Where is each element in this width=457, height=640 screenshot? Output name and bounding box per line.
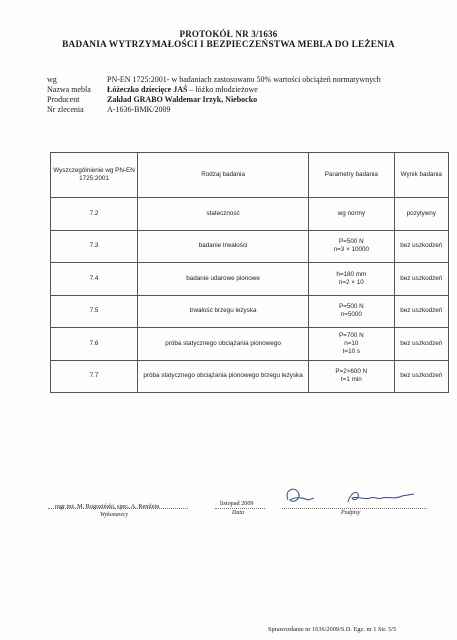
header-params: Parametry badania [309, 153, 394, 198]
performers-role: Wykonawcy [100, 512, 129, 518]
date-value: listopad 2009 [220, 500, 254, 507]
param-line: t=1 min [340, 376, 362, 384]
meta-value: A-1636-BMK/2009 [107, 105, 171, 114]
param-line: wg normy [337, 209, 365, 217]
cell-test: badanie trwałości [138, 230, 309, 263]
meta-label: Nr zlecenia [47, 105, 84, 114]
cell-clause: 7.2 [51, 198, 138, 231]
meta-label: wg [47, 75, 57, 84]
meta-value: Zakład GRABO Waldemar Irzyk, Niebocko [107, 95, 258, 104]
cell-params [309, 263, 394, 296]
cell-params [309, 295, 394, 328]
param-line: P=500 N [338, 303, 364, 311]
cell-result: bez uszkodzeń [394, 263, 448, 296]
furniture-desc: – łóżko młodzieżowe [187, 85, 258, 94]
meta-value [107, 85, 258, 95]
table-row [51, 263, 449, 296]
cell-test: próba statycznego obciążania pionowego brzegu leżyska [138, 360, 309, 393]
furniture-name: Łóżeczko dziecięce JAŚ [107, 85, 188, 94]
header-clause: Wyszczególnienie wg PN-EN 1725:2001 [51, 153, 138, 198]
cell-result: bez uszkodzeń [394, 230, 448, 263]
cell-result: bez uszkodzeń [394, 328, 448, 361]
param-line: h=180 mm [336, 270, 367, 278]
cell-result: bez uszkodzeń [394, 295, 448, 328]
table-row [51, 198, 449, 231]
performers-names: mgr inż. M. Rogoziński, spec. A. Remlein [55, 503, 160, 510]
param-line: n=5000 [340, 311, 362, 319]
table-row [51, 230, 449, 263]
cell-test: badanie udarowe pionowe [138, 263, 309, 296]
document-subtitle: BADANIA WYTRZYMAŁOŚCI I BEZPIECZEŃSTWA MEBLA DO LEŻENIA [62, 40, 395, 50]
cell-clause: 7.6 [51, 328, 138, 361]
cell-params [309, 230, 394, 263]
cell-clause: 7.3 [51, 230, 138, 263]
cell-params [309, 198, 394, 231]
table-row [51, 360, 449, 393]
header-test: Rodzaj badania [138, 153, 309, 198]
param-line: t=10 s [342, 347, 360, 355]
handwritten-signatures [278, 480, 438, 512]
param-line: n=2 × 10 [338, 278, 364, 286]
cell-clause: 7.5 [51, 295, 138, 328]
param-line: P=500 N [338, 238, 364, 246]
date-role: Data [232, 510, 244, 516]
cell-clause: 7.7 [51, 360, 138, 393]
table-row [51, 328, 449, 361]
param-line: n=10 [344, 339, 359, 347]
cell-result: pozytywny [394, 198, 448, 231]
table-row [51, 295, 449, 328]
cell-result: bez uszkodzeń [394, 360, 448, 393]
meta-label: Producent [47, 95, 80, 104]
table-header-row [51, 153, 449, 198]
footer-report-number: Sprawozdanie nr 1636/2009/S.D. Egz. nr 1 Str. 5/5 [268, 626, 397, 633]
header-result: Wynik badania [394, 153, 448, 198]
document-title: PROTOKÓŁ NR 3/1636 [179, 29, 278, 39]
param-line: P=2×600 N [335, 368, 368, 376]
param-line: n=3 × 10000 [333, 246, 369, 254]
signatures-role: Podpisy [341, 510, 361, 516]
cell-test: próba statycznego obciążania pionowego [138, 328, 309, 361]
meta-label: Nazwa mebla [47, 85, 91, 94]
cell-test: stateczność [138, 198, 309, 231]
cell-clause: 7.4 [51, 263, 138, 296]
cell-params [309, 328, 394, 361]
param-line: P=700 N [338, 331, 364, 339]
results-table [50, 152, 449, 393]
cell-test: trwałość brzegu leżyska [138, 295, 309, 328]
date-dotted-line [215, 508, 265, 509]
cell-params [309, 360, 394, 393]
meta-value: PN-EN 1725:2001- w badaniach zastosowano 50% wartości obciążeń normatywnych [107, 75, 381, 84]
